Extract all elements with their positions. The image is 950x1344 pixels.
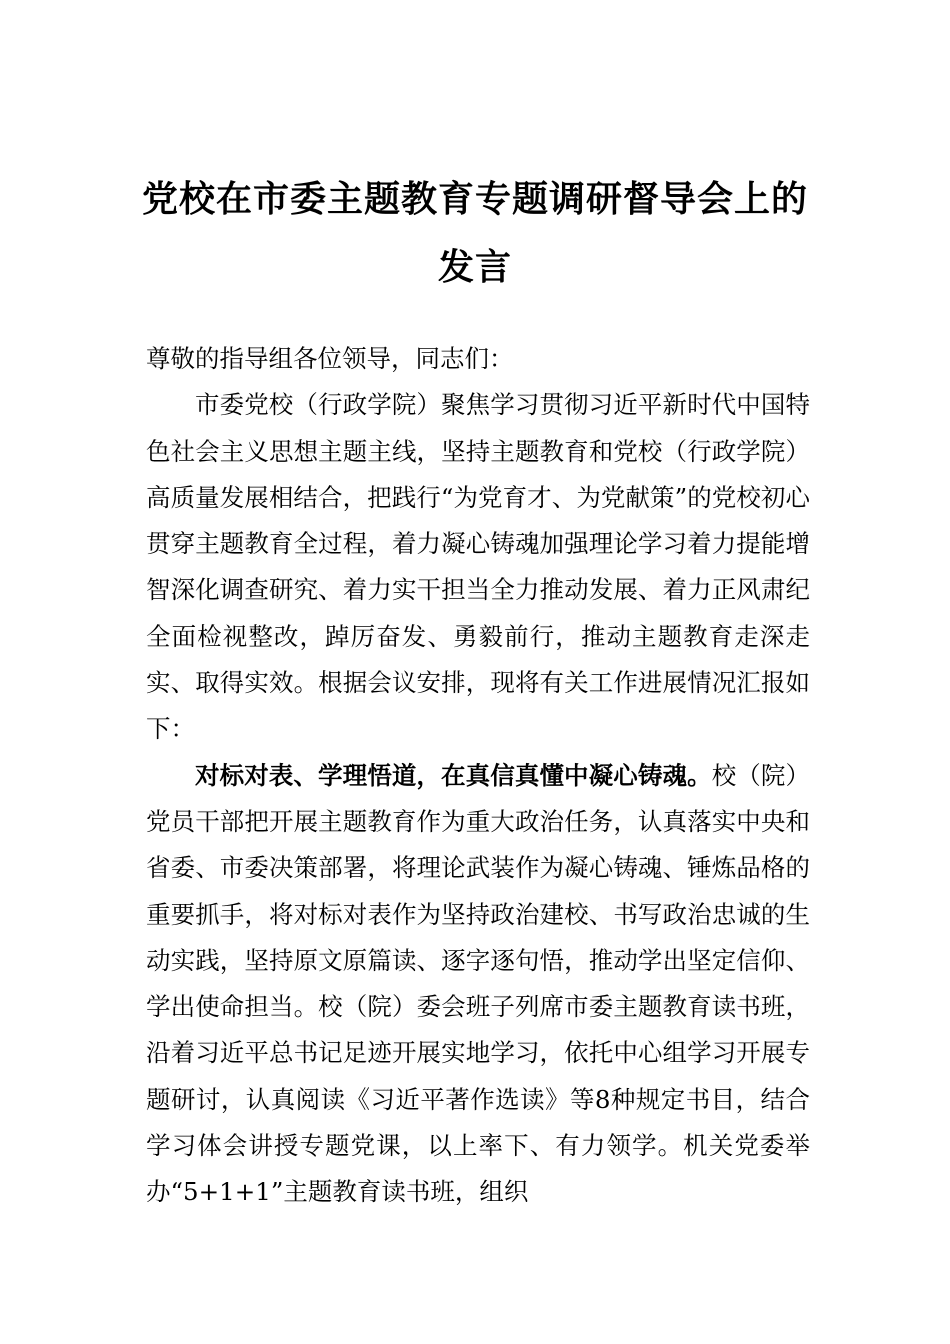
- salutation: 尊敬的指导组各位领导，同志们：: [146, 344, 514, 373]
- paragraph-intro: 市委党校（行政学院）聚焦学习贯彻习近平新时代中国特色社会主义思想主题主线，坚持主题教育和党校（行政学院）高质量发展相结合，把践行“为党育才、为党献策”的党校初心贯穿主题教育全过程，着力凝心铸魂加强理论学习着力提能增智深化调查研究、着力实干担当全力推动发展、着力正风肃纪全面检视整改，踔厉奋发、勇毅前行，推动主题教育走深走实、取得实效。根据会议安排，现将有关工作进展情况汇报如下：: [146, 390, 810, 744]
- paragraph-section-1: [146, 753, 810, 1216]
- section-body: 校（院）党员干部把开展主题教育作为重大政治任务，认真落实中央和省委、市委决策部署，将理论武装作为凝心铸魂、锤炼品格的重要抓手，将对标对表作为坚持政治建校、书写政治忠诚的生动实践，坚持原文原篇读、逐字逐句悟，推动学出坚定信仰、学出使命担当。校（院）委会班子列席市委主题教育读书班，沿着习近平总书记足迹开展实地学习，依托中心组学习开展专题研讨，认真阅读《习近平著作选读》等8种规定书目，结合学习体会讲授专题党课，以上率下、有力领学。机关党委举办“5+1+1”主题教育读书班，组织: [146, 760, 810, 1207]
- document-title-line-2: 发言: [437, 246, 512, 288]
- document-title-line-1: 党校在市委主题教育专题调研督导会上的: [141, 178, 808, 220]
- document-body: [146, 336, 810, 1216]
- section-heading: 对标对表、学理悟道，在真信真懂中凝心铸魂。: [195, 760, 712, 790]
